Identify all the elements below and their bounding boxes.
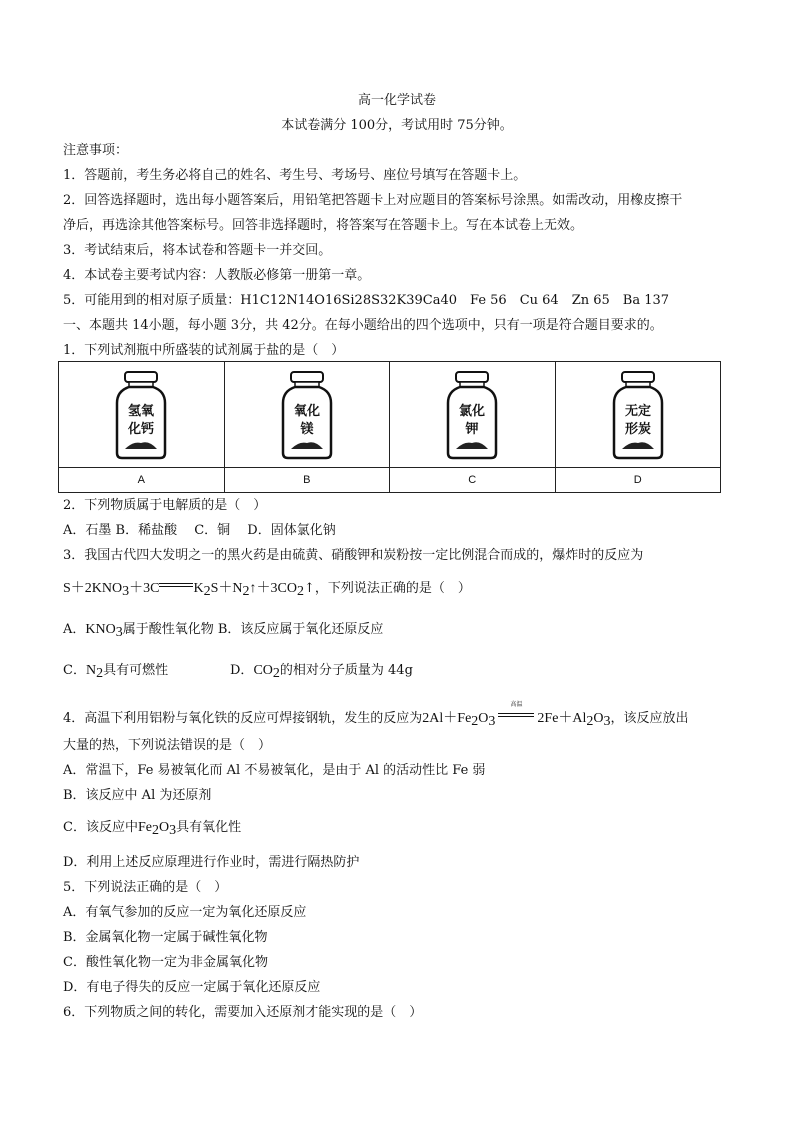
eq-term: S＋N — [210, 581, 243, 596]
question-3-option-ab — [63, 622, 383, 638]
question-3-equation — [63, 580, 471, 597]
question-5-stem: 5．下列说法正确的是（ ） — [63, 880, 228, 895]
question-2-options: A．石墨 B．稀盐酸 C．铜 D．固体氯化钠 — [63, 523, 336, 538]
bottle-label-line1: 无定 — [624, 403, 651, 419]
question-2-stem: 2．下列物质属于电解质的是（ ） — [63, 498, 267, 513]
eq-subscript: 3 — [122, 584, 130, 599]
bottle-cell-c — [390, 362, 556, 468]
question-3-option-d — [230, 663, 413, 679]
bottle-label-line2: 形炭 — [624, 421, 651, 437]
reagent-bottle-icon — [442, 369, 502, 461]
option-label-c: C — [390, 468, 556, 493]
eq-term: 2Al＋Fe — [422, 711, 472, 726]
eq-term: K — [193, 581, 204, 596]
notice-item-3: 3．考试结束后，将本试卷和答题卡一并交回。 — [63, 243, 332, 258]
formula-subscript: 2 — [151, 823, 159, 838]
question-3-stem: 3．我国古代四大发明之一的黑火药是由硫黄、硝酸钾和炭粉按一定比例混合而成的，爆炸时的反应为 — [63, 548, 644, 563]
exam-title: 高一化学试卷 — [357, 93, 436, 108]
question-5-option-b: B．金属氧化物一定属于碱性氧化物 — [63, 930, 268, 945]
eq-subscript: 2 — [242, 584, 250, 599]
option-text: C．该反应中 — [63, 820, 138, 835]
option-label-d: D — [555, 468, 721, 493]
equals-sign — [159, 580, 193, 590]
option-prefix: D． — [230, 663, 254, 678]
question-4-option-a: A．常温下，Fe 易被氧化而 Al 不易被氧化，是由于 Al 的活动性比 Fe 弱 — [63, 763, 486, 778]
question-4-stem-line2: 大量的热，下列说法错误的是（ ） — [63, 738, 272, 753]
bottle-label-line1: 氢氧 — [128, 403, 155, 419]
formula: O — [158, 820, 170, 835]
notice-heading: 注意事项： — [63, 143, 129, 158]
reaction-condition: 高温 — [510, 701, 523, 708]
question-4-option-c — [63, 820, 241, 836]
option-label-b: B — [224, 468, 390, 493]
bottle-label-line1: 氯化 — [459, 403, 486, 419]
eq-subscript: 2 — [586, 714, 594, 729]
formula-subscript: 2 — [96, 666, 104, 681]
eq-subscript: 2 — [471, 714, 479, 729]
option-text: 的相对分子质量为 44g — [279, 663, 413, 678]
formula: KNO — [85, 622, 116, 637]
formula: Fe — [137, 820, 152, 835]
formula-subscript: 3 — [115, 625, 123, 640]
reagent-bottle-icon — [111, 369, 171, 461]
question-4-stem — [63, 701, 689, 729]
bottle-label-line1: 氧化 — [293, 403, 320, 419]
question-3-tail: ↑，下列说法正确的是（ ） — [303, 581, 471, 596]
question-3-option-c — [63, 663, 168, 679]
equals-sign — [498, 701, 534, 720]
eq-term: S＋2KNO — [63, 581, 123, 596]
question-6-stem: 6．下列物质之间的转化，需要加入还原剂才能实现的是（ ） — [63, 1005, 423, 1020]
eq-subscript: 2 — [203, 584, 211, 599]
stem-text: 4．高温下利用铝粉与氧化铁的反应可焊接钢轨，发生的反应为 — [63, 711, 423, 726]
notice-item-1: 1．答题前，考生务必将自己的姓名、考生号、考场号、座位号填写在答题卡上。 — [63, 168, 527, 183]
reagent-bottle-icon — [277, 369, 337, 461]
formula-subscript: 3 — [169, 823, 177, 838]
exam-subtitle: 本试卷满分 100分，考试用时 75分钟。 — [281, 118, 513, 133]
option-text: 具有氧化性 — [176, 820, 242, 835]
bottle-label-line2: 化钙 — [128, 421, 155, 437]
option-text: 属于酸性氧化物 B．该反应属于氧化还原反应 — [122, 622, 384, 637]
question-1-stem: 1．下列试剂瓶中所盛装的试剂属于盐的是（ ） — [63, 343, 345, 358]
notice-item-2-cont: 净后，再选涂其他答案标号。回答非选择题时，将答案写在答题卡上。写在本试卷上无效。 — [63, 218, 584, 233]
eq-subscript: 3 — [488, 714, 496, 729]
reagent-bottle-icon — [608, 369, 668, 461]
bottle-cell-b — [224, 362, 390, 468]
formula-subscript: 2 — [272, 666, 280, 681]
option-label-a: A — [59, 468, 225, 493]
question-5-option-c: C．酸性氧化物一定为非金属氧化物 — [63, 955, 268, 970]
bottle-label-line2: 镁 — [300, 421, 314, 437]
bottle-label-line2: 钾 — [465, 421, 479, 437]
eq-subscript: 2 — [296, 584, 304, 599]
eq-term: ＋3C — [129, 581, 160, 596]
notice-item-5: 5．可能用到的相对原子质量：H1C12N14O16Si28S32K39Ca40 Fe 56 Cu 64 Zn 65 Ba 137 — [63, 293, 670, 308]
bottle-cell-d — [555, 362, 721, 468]
option-text: 具有可燃性 — [103, 663, 169, 678]
reagent-bottle-table — [58, 361, 721, 493]
question-5-option-d: D．有电子得失的反应一定属于氧化还原反应 — [63, 980, 321, 995]
bottle-cell-a — [59, 362, 225, 468]
formula: N — [85, 663, 97, 678]
option-prefix: C． — [63, 663, 86, 678]
eq-term: ↑＋3CO — [249, 581, 297, 596]
eq-term: 2Fe＋Al — [537, 711, 587, 726]
question-5-option-a: A．有氧气参加的反应一定为氧化还原反应 — [63, 905, 307, 920]
notice-item-4: 4．本试卷主要考试内容：人教版必修第一册第一章。 — [63, 268, 371, 283]
formula: CO — [253, 663, 273, 678]
option-prefix: A． — [63, 622, 86, 637]
question-4-option-b: B．该反应中 Al 为还原剂 — [63, 788, 212, 803]
notice-item-2: 2．回答选择题时，选出每小题答案后，用铅笔把答题卡上对应题目的答案标号涂黑。如需改动，用橡皮擦干 — [63, 193, 683, 208]
section-heading: 一、本题共 14小题，每小题 3分，共 42分。在每小题给出的四个选项中，只有一项是符合题目要求的。 — [63, 318, 663, 333]
stem-text: ，该反应放出 — [610, 711, 689, 726]
eq-term: O — [478, 711, 489, 726]
eq-term: O — [593, 711, 604, 726]
question-4-option-d: D．利用上述反应原理进行作业时，需进行隔热防护 — [63, 855, 360, 870]
eq-subscript: 3 — [603, 714, 611, 729]
